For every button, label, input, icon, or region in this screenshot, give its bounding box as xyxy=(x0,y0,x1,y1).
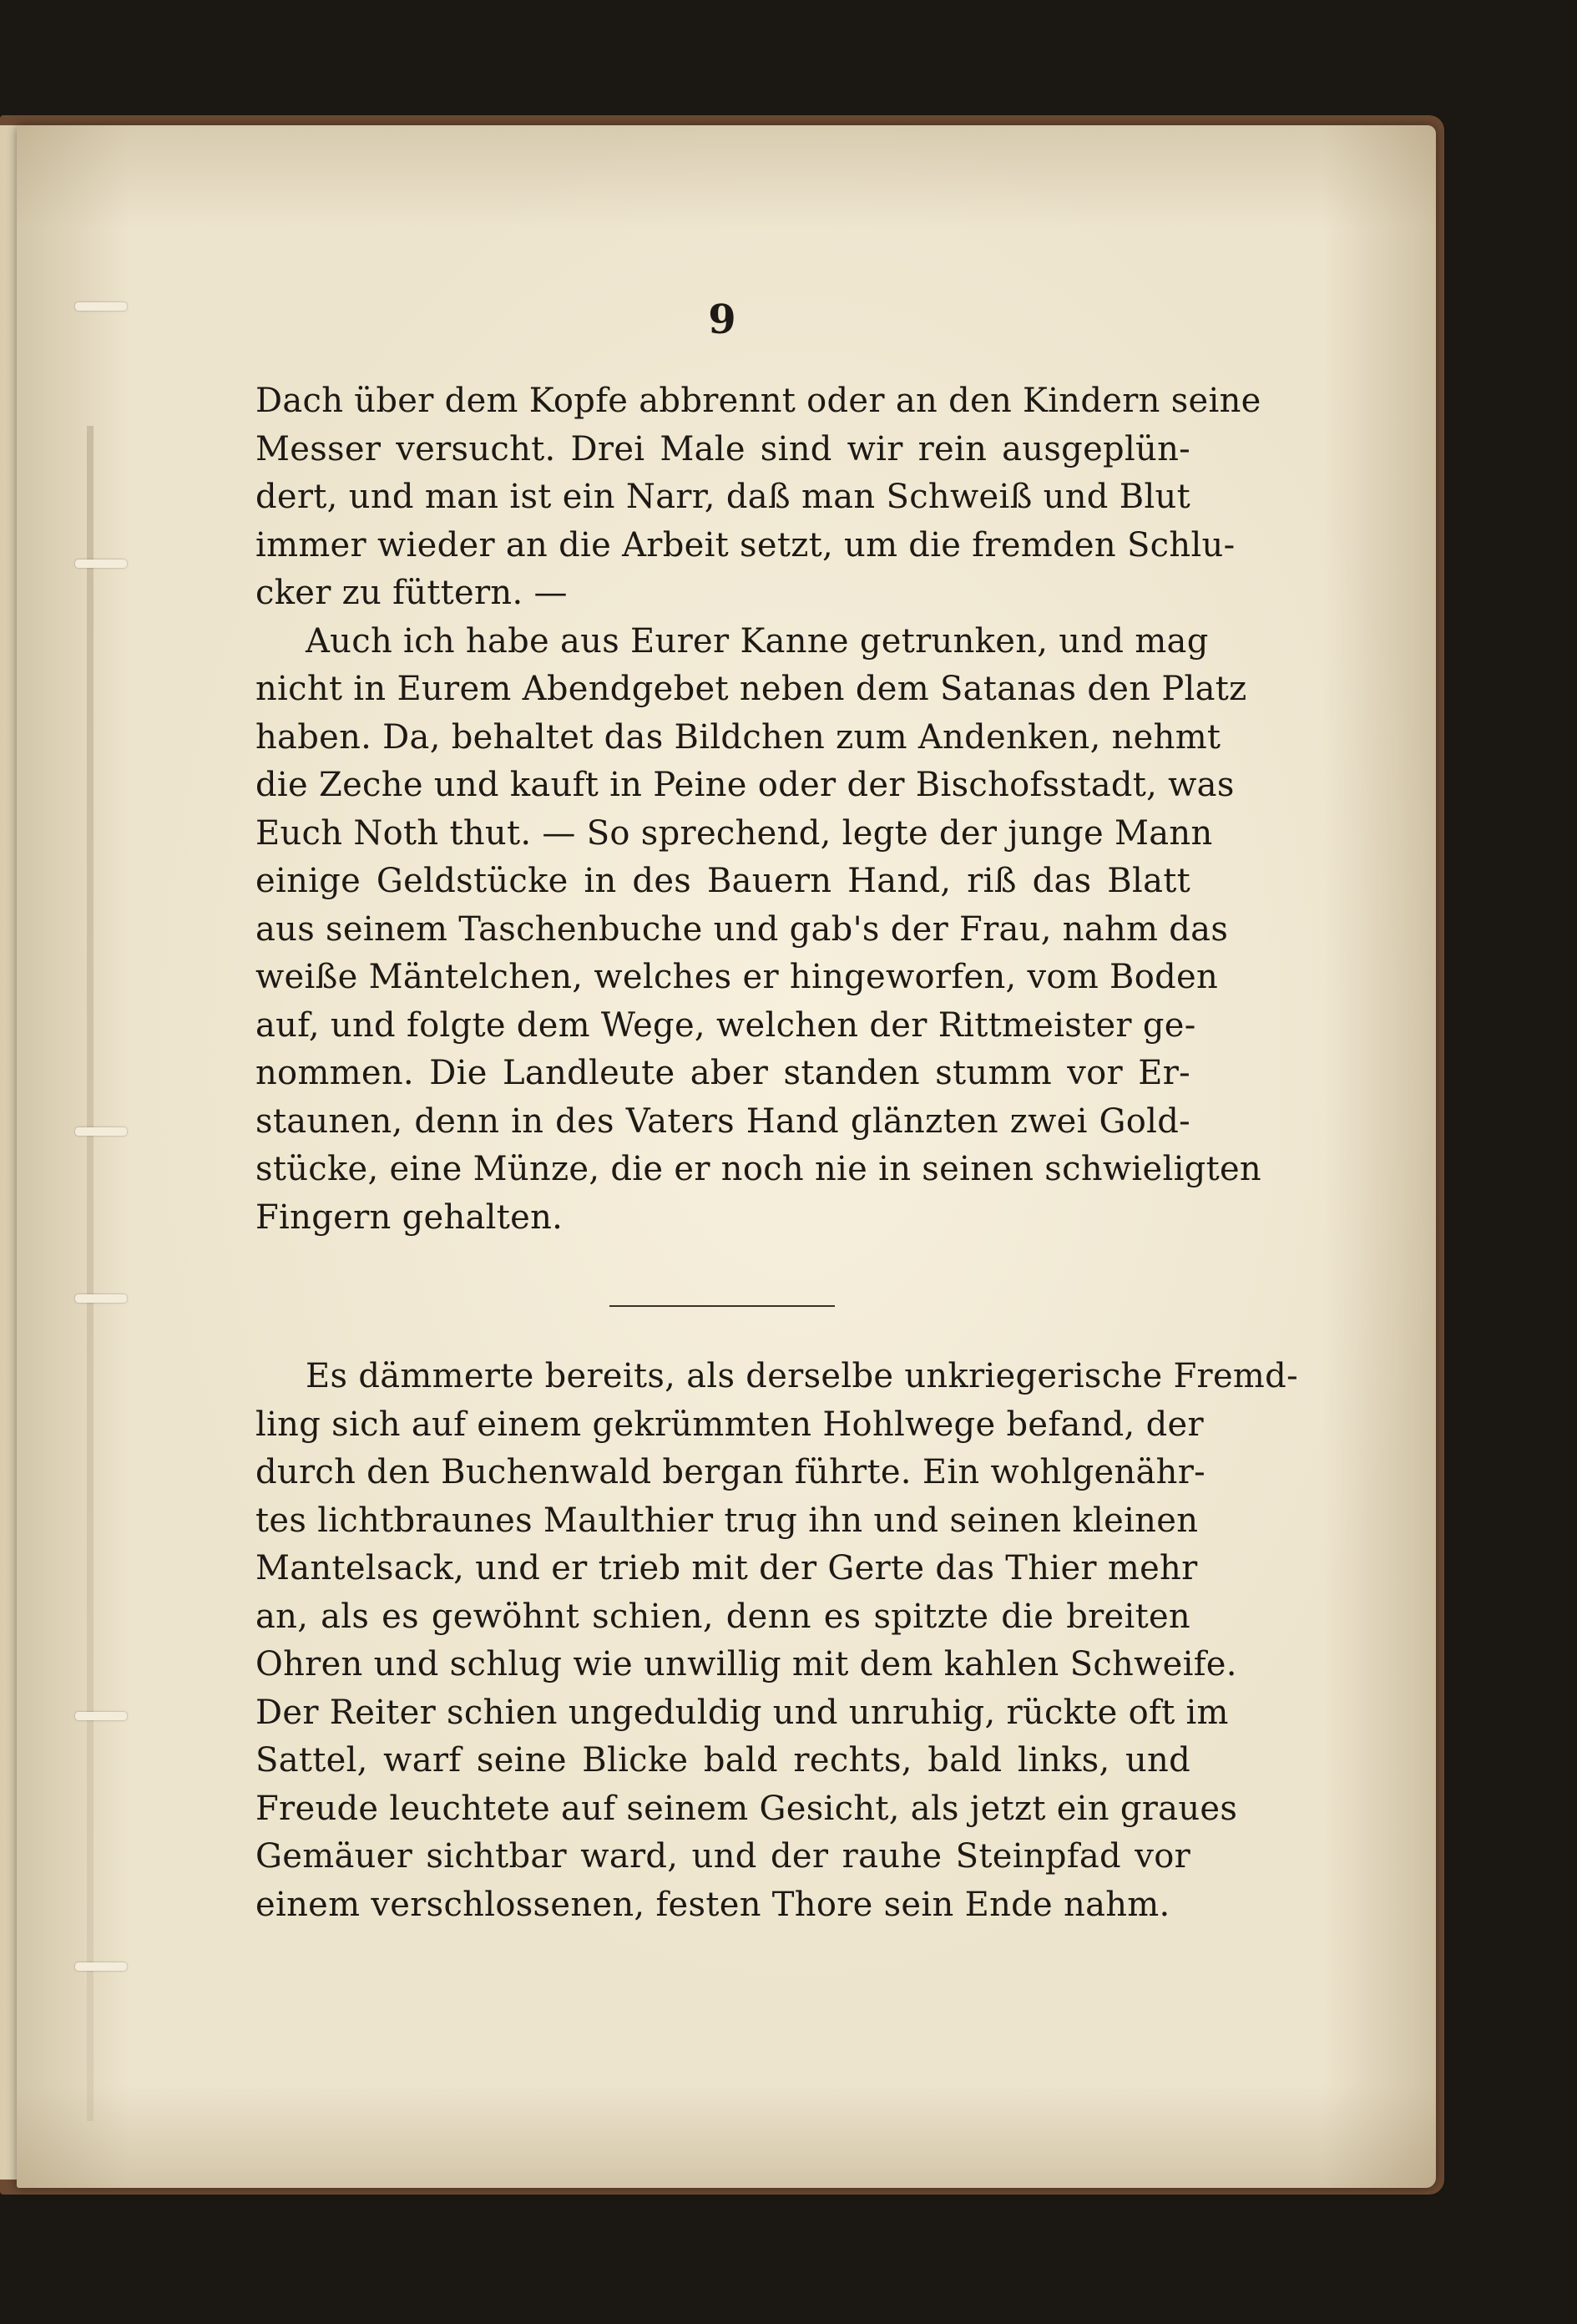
text-line: aus seinem Taschenbuche und gab's der Frau, nahm das xyxy=(255,909,1229,949)
text-line: Auch ich habe aus Eurer Kanne getrunken, und mag xyxy=(306,621,1209,661)
text-line: immer wieder an die Arbeit setzt, um die fremden Schlu- xyxy=(255,525,1236,565)
text-line: dert, und man ist ein Narr, daß man Schweiß und Blut xyxy=(255,478,1190,516)
text-line: stücke, eine Münze, die er noch nie in seinen schwieligten xyxy=(255,1150,1261,1188)
binding-stitch xyxy=(75,1712,127,1720)
text-line: an, als es gewöhnt schien, denn es spitzte die breiten xyxy=(255,1597,1190,1636)
text-line: tes lichtbraunes Maulthier trug ihn und seinen kleinen xyxy=(255,1501,1199,1540)
paragraph-1 xyxy=(255,377,1261,1242)
binding-stitch xyxy=(75,1127,127,1136)
text-line: Freude leuchtete auf seinem Gesicht, als jetzt ein graues xyxy=(255,1789,1238,1828)
text-line: Der Reiter schien ungeduldig und unruhig, rückte oft im xyxy=(255,1693,1229,1732)
text-line: Euch Noth thut. — So sprechend, legte der junge Mann xyxy=(255,813,1213,853)
text-line: Ohren und schlug wie unwillig mit dem kahlen Schweife. xyxy=(255,1645,1237,1684)
binding-stitch xyxy=(75,559,127,568)
text-line: ling sich auf einem gekrümmten Hohlwege befand, der xyxy=(255,1405,1204,1444)
text-line: durch den Buchenwald bergan führte. Ein wohlgenähr- xyxy=(255,1453,1205,1491)
text-line: Es dämmerte bereits, als derselbe unkriegerische Fremd- xyxy=(306,1357,1298,1395)
text-line: Dach über dem Kopfe abbrennt oder an den Kindern seine xyxy=(255,382,1261,420)
text-line: haben. Da, behaltet das Bildchen zum Andenken, nehmt xyxy=(255,717,1221,757)
text-line: die Zeche und kauft in Peine oder der Bischofsstadt, was xyxy=(255,766,1235,804)
text-line: einige Geldstücke in des Bauern Hand, riß das Blatt xyxy=(255,862,1190,900)
text-line: auf, und folgte dem Wege, welchen der Rittmeister ge- xyxy=(255,1005,1196,1045)
text-line: cker zu füttern. — xyxy=(255,574,568,612)
text-line: Gemäuer sichtbar ward, und der rauhe Steinpfad vor xyxy=(255,1837,1190,1876)
binding-thread xyxy=(87,426,94,2121)
binding-stitch xyxy=(75,1962,127,1971)
binding-stitch xyxy=(75,302,127,311)
section-divider xyxy=(609,1305,835,1307)
text-line: Sattel, warf seine Blicke bald rechts, bald links, und xyxy=(255,1741,1190,1780)
paragraph-2 xyxy=(255,1353,1298,1929)
text-line: Fingern gehalten. xyxy=(255,1197,564,1237)
text-line: einem verschlossenen, festen Thore sein Ende nahm. xyxy=(255,1885,1170,1924)
page-number: 9 xyxy=(708,296,736,343)
text-line: weiße Mäntelchen, welches er hingeworfen, vom Boden xyxy=(255,958,1219,996)
text-line: nommen. Die Landleute aber standen stumm vor Er- xyxy=(255,1054,1190,1092)
text-line: nicht in Eurem Abendgebet neben dem Satanas den Platz xyxy=(255,670,1247,708)
binding-stitch xyxy=(75,1294,127,1303)
text-line: staunen, denn in des Vaters Hand glänzten zwei Gold- xyxy=(255,1101,1190,1141)
text-line: Messer versucht. Drei Male sind wir rein ausgeplün- xyxy=(255,429,1190,468)
text-line: Mantelsack, und er trieb mit der Gerte das Thier mehr xyxy=(255,1549,1198,1587)
